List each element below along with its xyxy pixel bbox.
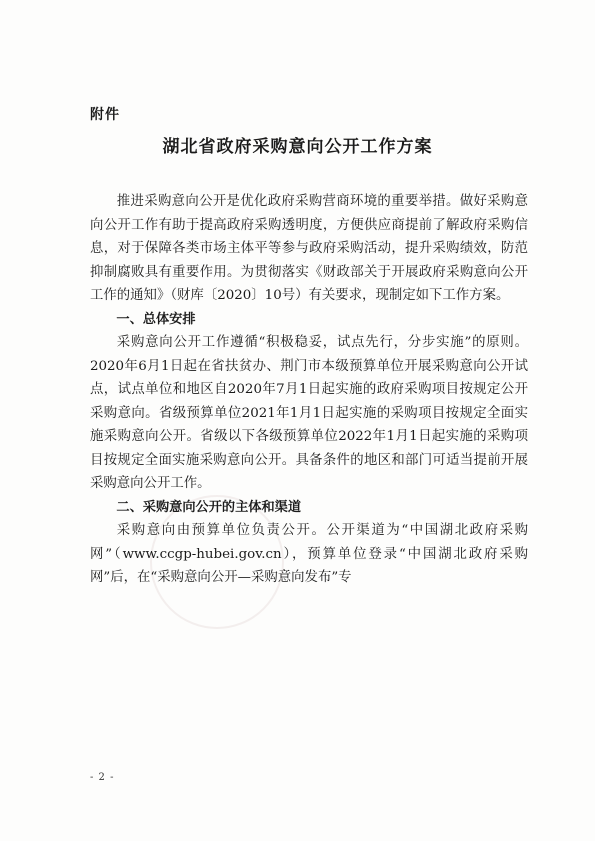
document-title: 湖北省政府采购意向公开工作方案 [162, 137, 433, 157]
section-heading-overall-arrangement: 一、总体安排 [116, 311, 196, 327]
section-heading-subject-and-channel: 二、采购意向公开的主体和渠道 [116, 499, 302, 515]
section-paragraph-subject-and-channel: 采购意向由预算单位负责公开。公开渠道为“中国湖北政府采购网”（www.ccgp-hubei.gov.cn），预算单位登录“中国湖北政府采购网”后，在“采购意向公开—采购意向发布”专 [90, 523, 528, 585]
intro-paragraph: 推进采购意向公开是优化政府采购营商环境的重要举措。做好采购意向公开工作有助于提高政府采购透明度，方便供应商提前了解政府采购信息，对于保障各类市场主体平等参与政府采购活动，提升采购绩效，防范抑制腐败具有重要作用。为贯彻落实《财政部关于开展政府采购意向公开工作的通知》（财库〔2020〕10号）有关要求，现制定如下工作方案。 [90, 194, 528, 303]
page-number: - 2 - [90, 772, 115, 783]
attachment-label: 附件 [90, 107, 120, 123]
document-body [90, 190, 528, 590]
section-paragraph-overall-arrangement: 采购意向公开工作遵循“积极稳妥，试点先行，分步实施”的原则。2020年6月1日起在省扶贫办、荆门市本级预算单位开展采购意向公开试点，试点单位和地区自2020年7月1日起实施的政府采购项目按规定公开采购意向。省级预算单位2021年1月1日起实施的采购项目按规定全面实施采购意向公开。省级以下各级预算单位2022年1月1日起实施的采购项目按规定全面实施采购意向公开。具备条件的地区和部门可适当提前开展采购意向公开工作。 [90, 335, 528, 491]
